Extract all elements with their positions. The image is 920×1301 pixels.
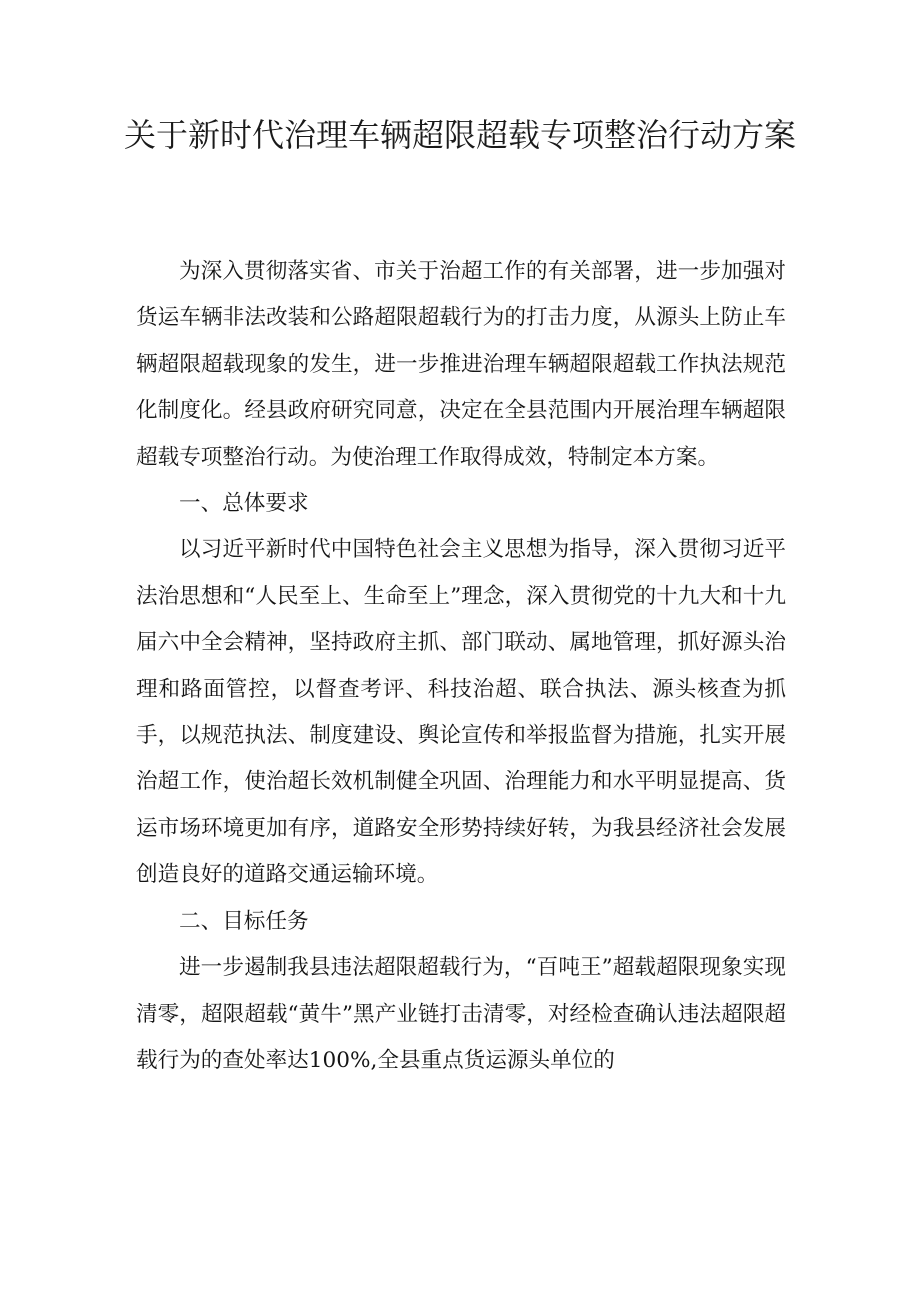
section-heading-goals-tasks: 二、目标任务 (179, 908, 309, 934)
section-heading-overall-requirements: 一、总体要求 (179, 491, 309, 517)
overall-requirements-paragraph: 以习近平新时代中国特色社会主义思想为指导，深入贯彻习近平法治思想和“人民至上、生命至上”理念，深入贯彻党的十九大和十九届六中全会精神，坚持政府主抓、部门联动、属地管理，抓好源头治理和路面管控，以督查考评、科技治超、联合执法、源头核查为抓手，以规范执法、制度建设、舆论宣传和举报监督为措施，扎实开展治超工作，使治超长效机制健全巩固、治理能力和水平明显提高、货运市场环境更加有序，道路安全形势持续好转，为我县经济社会发展创造良好的道路交通运输环境。 (136, 537, 786, 888)
document-body (136, 249, 786, 1084)
document-title: 关于新时代治理车辆超限超载专项整治行动方案 (123, 116, 796, 154)
intro-paragraph: 为深入贯彻落实省、市关于治超工作的有关部署，进一步加强对货运车辆非法改装和公路超限超载行为的打击力度，从源头上防止车辆超限超载现象的发生，进一步推进治理车辆超限超载工作执法规范化制度化。经县政府研究同意，决定在全县范围内开展治理车辆超限超载专项整治行动。为使治理工作取得成效，特制定本方案。 (136, 259, 786, 470)
goals-tasks-paragraph: 进一步遏制我县违法超限超载行为，“百吨王”超载超限现象实现清零，超限超载“黄牛”黑产业链打击清零，对经检查确认违法超限超载行为的查处率达100%,全县重点货运源头单位的 (136, 955, 786, 1073)
